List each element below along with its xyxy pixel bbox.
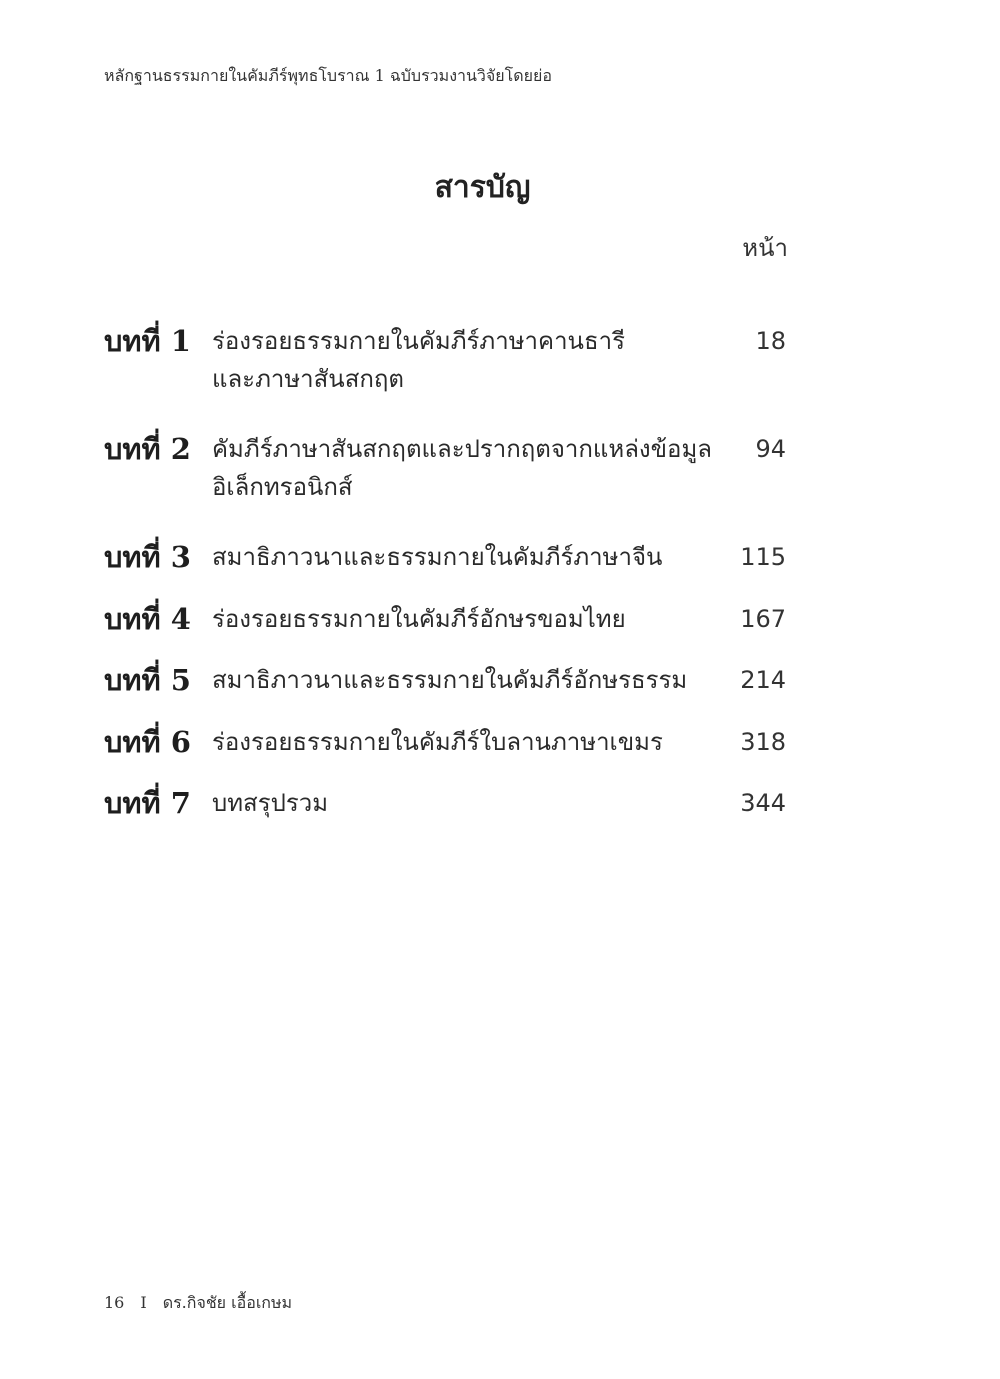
- chapter-label: บทที่ 2: [104, 432, 191, 466]
- chapter-label: บทที่ 6: [104, 725, 191, 759]
- chapter-title: [212, 538, 722, 576]
- chapter-title-line: อิเล็กทรอนิกส์: [212, 473, 353, 501]
- page-column-label: หน้า: [742, 234, 788, 262]
- toc-entry-chapter-1[interactable]: [104, 322, 790, 402]
- toc-entry-chapter-2[interactable]: [104, 430, 790, 510]
- page-number-link[interactable]: 344: [740, 789, 786, 817]
- toc-entry-chapter-3[interactable]: [104, 538, 790, 578]
- page-number-link[interactable]: 318: [740, 728, 786, 756]
- chapter-title-line: ร่องรอยธรรมกายในคัมภีร์ภาษาคานธารี: [212, 327, 625, 355]
- page-number-link[interactable]: 214: [740, 666, 786, 694]
- page-number-link[interactable]: 167: [740, 605, 786, 633]
- toc-entry-chapter-7[interactable]: [104, 784, 790, 824]
- page-number-link[interactable]: 115: [740, 543, 786, 571]
- chapter-title-line: คัมภีร์ภาษาสันสกฤตและปรากฤตจากแหล่งข้อมูล: [212, 435, 712, 463]
- chapter-title-line: บทสรุปรวม: [212, 789, 329, 817]
- page-number-link[interactable]: 94: [755, 435, 786, 463]
- chapter-title: [212, 600, 722, 638]
- running-header: หลักฐานธรรมกายในคัมภีร์พุทธโบราณ 1 ฉบับรวมงานวิจัยโดยย่อ: [104, 66, 553, 85]
- page-footer: [104, 1291, 292, 1316]
- chapter-title-line: สมาธิภาวนาและธรรมกายในคัมภีร์ภาษาจีน: [212, 543, 663, 571]
- footer-separator: I: [140, 1293, 147, 1312]
- chapter-label: บทที่ 1: [104, 324, 191, 358]
- chapter-label: บทที่ 5: [104, 663, 191, 697]
- chapter-title-line: ร่องรอยธรรมกายในคัมภีร์อักษรขอมไทย: [212, 605, 626, 633]
- chapter-title-line: และภาษาสันสกฤต: [212, 365, 405, 393]
- toc-entry-chapter-5[interactable]: [104, 661, 790, 701]
- chapter-title: [212, 723, 722, 761]
- page-number-link[interactable]: 18: [755, 327, 786, 355]
- toc-entry-chapter-6[interactable]: [104, 723, 790, 763]
- chapter-label: บทที่ 4: [104, 602, 191, 636]
- chapter-title: [212, 661, 722, 699]
- toc-entry-chapter-4[interactable]: [104, 600, 790, 640]
- chapter-title-line: ร่องรอยธรรมกายในคัมภีร์ใบลานภาษาเขมร: [212, 728, 663, 756]
- chapter-title: [212, 784, 722, 822]
- chapter-title-line: สมาธิภาวนาและธรรมกายในคัมภีร์อักษรธรรม: [212, 666, 688, 694]
- page-title: สารบัญ: [434, 170, 531, 205]
- chapter-title: [212, 322, 722, 398]
- chapter-label: บทที่ 7: [104, 786, 191, 820]
- chapter-label: บทที่ 3: [104, 540, 191, 574]
- footer-author: ดร.กิจชัย เอื้อเกษม: [162, 1293, 293, 1312]
- footer-page-number: 16: [104, 1293, 125, 1312]
- chapter-title: [212, 430, 722, 506]
